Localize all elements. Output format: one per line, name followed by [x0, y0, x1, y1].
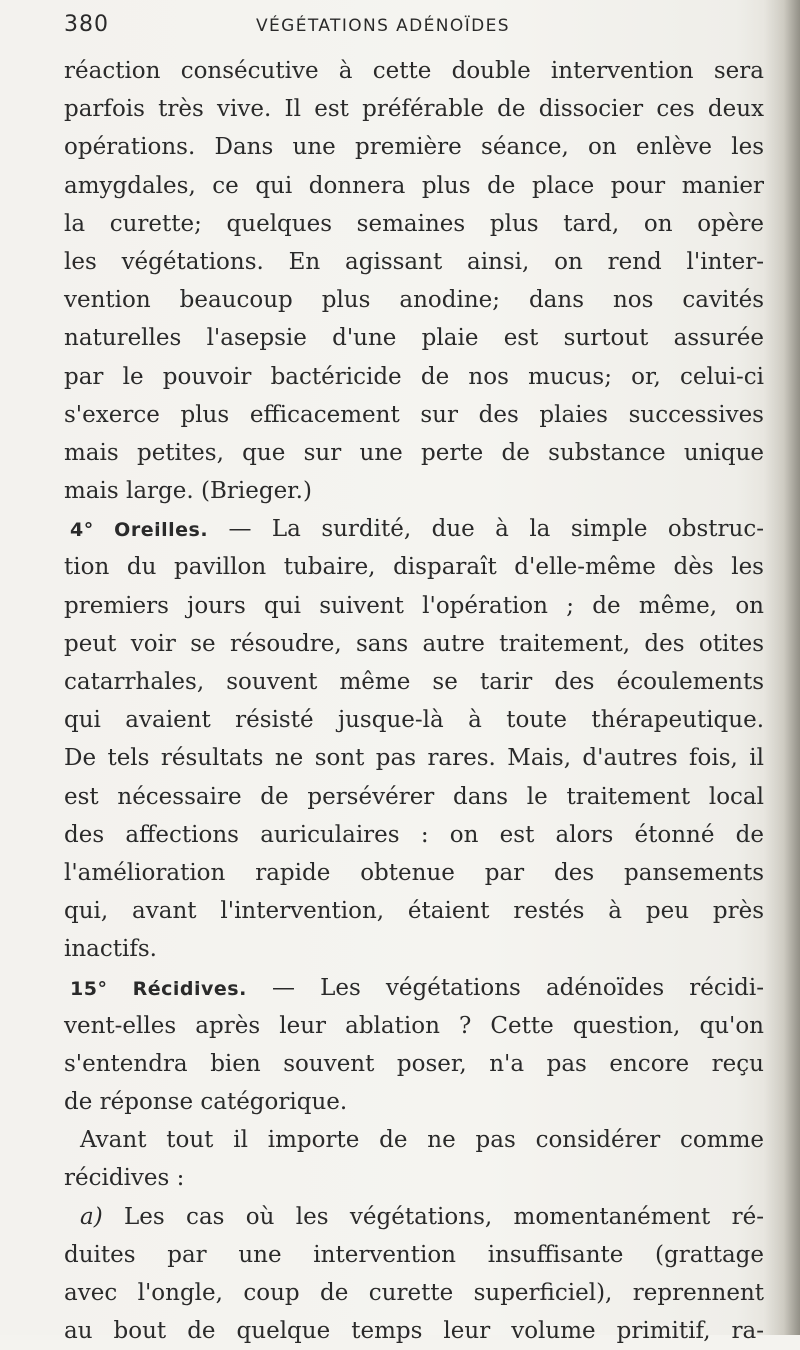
section-number: 4° [70, 519, 94, 542]
text-line: Avant tout il importe de ne pas considérer comme [80, 1127, 764, 1154]
text-line: parfois très vive. Il est préférable de dissocier ces deux [64, 96, 764, 123]
item-a-first-line [64, 1198, 764, 1236]
text-line: peut voir se résoudre, sans autre traitement, des otites [64, 630, 764, 657]
text-line: catarrhales, souvent même se tarir des écoulements [64, 669, 764, 695]
text-line: la curette; quelques semaines plus tard, on opère [64, 210, 764, 237]
page-edge-shadow [764, 0, 800, 1335]
section-oreilles-first-line [64, 510, 764, 548]
text-line: s'exerce plus efficacement sur des plaies successives [64, 401, 764, 428]
text-line: naturelles l'asepsie d'une plaie est surtout assurée [64, 325, 764, 352]
body-text [64, 52, 764, 1350]
text-line: vention beaucoup plus anodine; dans nos cavités [64, 287, 764, 314]
text-line: tion du pavillon tubaire, disparaît d'elle-même dès les [64, 554, 764, 581]
text-line: duites par une intervention insuffisante (grattage [64, 1241, 764, 1268]
section-first-line-text: — La surdité, due à la simple obstruc- [208, 516, 764, 543]
text-line: est nécessaire de persévérer dans le traitement local [64, 783, 764, 810]
text-line: réaction consécutive à cette double intervention sera [64, 58, 764, 84]
text-line: les végétations. En agissant ainsi, on rend l'inter- [64, 248, 764, 275]
item-marker: a) [80, 1203, 103, 1230]
page-number: 380 [64, 12, 109, 37]
section-first-line-text: — Les végétations adénoïdes récidi- [246, 974, 764, 1001]
text-line: amygdales, ce qui donnera plus de place pour manier [64, 172, 764, 199]
text-line: premiers jours qui suivent l'opération ; de même, on [64, 592, 764, 619]
text-line: mais petites, que sur une perte de substance unique [64, 439, 764, 466]
text-line: récidives : [64, 1165, 185, 1192]
text-line: qui, avant l'intervention, étaient restés à peu près [64, 898, 764, 925]
section-recidives-first-line [64, 969, 764, 1007]
text-line: De tels résultats ne sont pas rares. Mais, d'autres fois, il [64, 745, 764, 772]
text-line: par le pouvoir bactéricide de nos mucus; or, celui-ci [64, 363, 764, 390]
text-line: mais large. (Brieger.) [64, 478, 312, 505]
section-number: 15° [70, 977, 108, 1000]
text-line: s'entendra bien souvent poser, n'a pas encore reçu [64, 1050, 764, 1077]
page-header [64, 8, 764, 42]
section-heading-oreilles: Oreilles. [114, 519, 209, 542]
running-title: VÉGÉTATIONS ADÉNOÏDES [256, 16, 510, 36]
text-line: de réponse catégorique. [64, 1089, 348, 1116]
text-line: des affections auriculaires : on est alors étonné de [64, 821, 764, 848]
item-first-line-text: Les cas où les végétations, momentanément ré- [102, 1203, 764, 1230]
text-line: qui avaient résisté jusque-là à toute thérapeutique. [64, 707, 764, 734]
text-line: avec l'ongle, coup de curette superficiel), reprennent [64, 1280, 764, 1306]
text-line: l'amélioration rapide obtenue par des pansements [64, 859, 764, 886]
text-line: au bout de quelque temps leur volume primitif, ra- [64, 1318, 764, 1345]
text-line: opérations. Dans une première séance, on enlève les [64, 134, 764, 161]
text-line: vent-elles après leur ablation ? Cette question, qu'on [64, 1012, 764, 1039]
section-heading-recidives: Récidives. [132, 977, 247, 1000]
text-line: inactifs. [64, 936, 157, 963]
